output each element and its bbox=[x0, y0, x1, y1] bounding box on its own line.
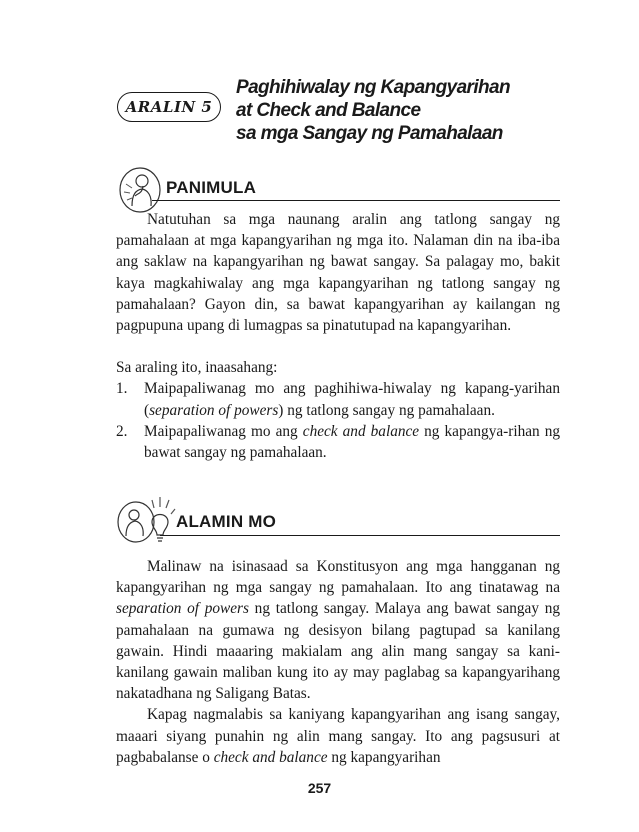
alamin-p2-text-end: ng kapangyarihan bbox=[327, 748, 441, 766]
objective-emphasis: check and balance bbox=[302, 422, 420, 440]
alamin-p1-emphasis: separation of powers bbox=[116, 600, 249, 618]
objective-text-end: ng kapangya-rihan ng bawat sangay ng pamahalaan. bbox=[144, 422, 561, 462]
thinking-student-icon bbox=[118, 166, 162, 214]
alamin-p2-text: Kapag nagmalabis sa kaniyang kapangyarihan ang isang sangay, maaari siyang punahin ng alin mang sangay. Ito ang pagsusuri at pagbabalanse o bbox=[116, 706, 560, 766]
panimula-intro-paragraph: Natutuhan sa mga naunang aralin ang tatlong sangay ng pamahalaan at mga kapangyarihan ng mga ito. Nalaman din na iba-iba ang saklaw na kapangyarihan ng bawat sangay. Sa palagay mo, bakit kaya magkahiwalay ang mga kapangyarihan ng tatlong sangay ng pamahalaan? Gayon din, sa bawat kapangyarihan ay kailangan ng pagpupuna upang di lumagpas sa pinatutupad na kapangyarihan. bbox=[116, 211, 560, 335]
lesson-title bbox=[236, 76, 576, 145]
alamin-paragraph-1 bbox=[116, 556, 560, 704]
lesson-title-line-1: Paghihiwalay ng Kapangyarihan bbox=[236, 77, 511, 98]
objective-text-end: ) ng tatlong sangay ng pamahalaan. bbox=[278, 401, 495, 419]
lesson-title-line-3: sa mga Sangay ng Pamahalaan bbox=[236, 123, 503, 144]
objective-text: Maipapaliwanag mo ang bbox=[144, 422, 303, 440]
panimula-divider bbox=[152, 200, 560, 201]
lightbulb-idea-icon bbox=[116, 488, 176, 546]
panimula-heading: PANIMULA bbox=[166, 178, 257, 197]
objective-item bbox=[116, 378, 560, 420]
objective-emphasis: separation of powers bbox=[149, 401, 279, 419]
objective-text: Maipapaliwanag mo ang paghihiwa-hiwalay ng kapang-yarihan ( bbox=[144, 380, 560, 419]
lesson-badge: ARALIN 5 bbox=[117, 92, 221, 122]
page-number: 257 bbox=[307, 780, 332, 796]
panimula-body bbox=[116, 209, 560, 463]
alamin-p1-text: Malinaw na isinasaad sa Konstitusyon ang mga hangganan ng kapangyarihan ng mga sangay ng pamahalaan. Ito ang tinatawag na bbox=[116, 558, 560, 597]
alamin-p1-text-end: ng tatlong sangay. Malaya ang bawat sangay ng pamahalaan na gumawa ng desisyon bilang pagtupad sa kanilang gawain. Hindi maaaring makialam ang alin mang sangay sa kani-kanilang gawain maliban kung ito ay may paglabag sa kapangyarihang nakatadhana ng Saligang Batas. bbox=[116, 600, 561, 703]
expect-intro: Sa araling ito, inaasahang: bbox=[116, 359, 278, 377]
objective-item bbox=[116, 421, 560, 463]
alamin-body bbox=[116, 556, 560, 768]
lesson-title-line-2: at Check and Balance bbox=[236, 100, 421, 121]
alamin-paragraph-2 bbox=[116, 704, 560, 768]
alamin-p2-emphasis: check and balance bbox=[213, 748, 328, 766]
alamin-heading: ALAMIN MO bbox=[176, 512, 277, 531]
objectives-list bbox=[116, 378, 560, 463]
alamin-divider bbox=[160, 535, 560, 536]
objective-number: 2. bbox=[116, 422, 128, 440]
objective-number: 1. bbox=[116, 380, 128, 398]
